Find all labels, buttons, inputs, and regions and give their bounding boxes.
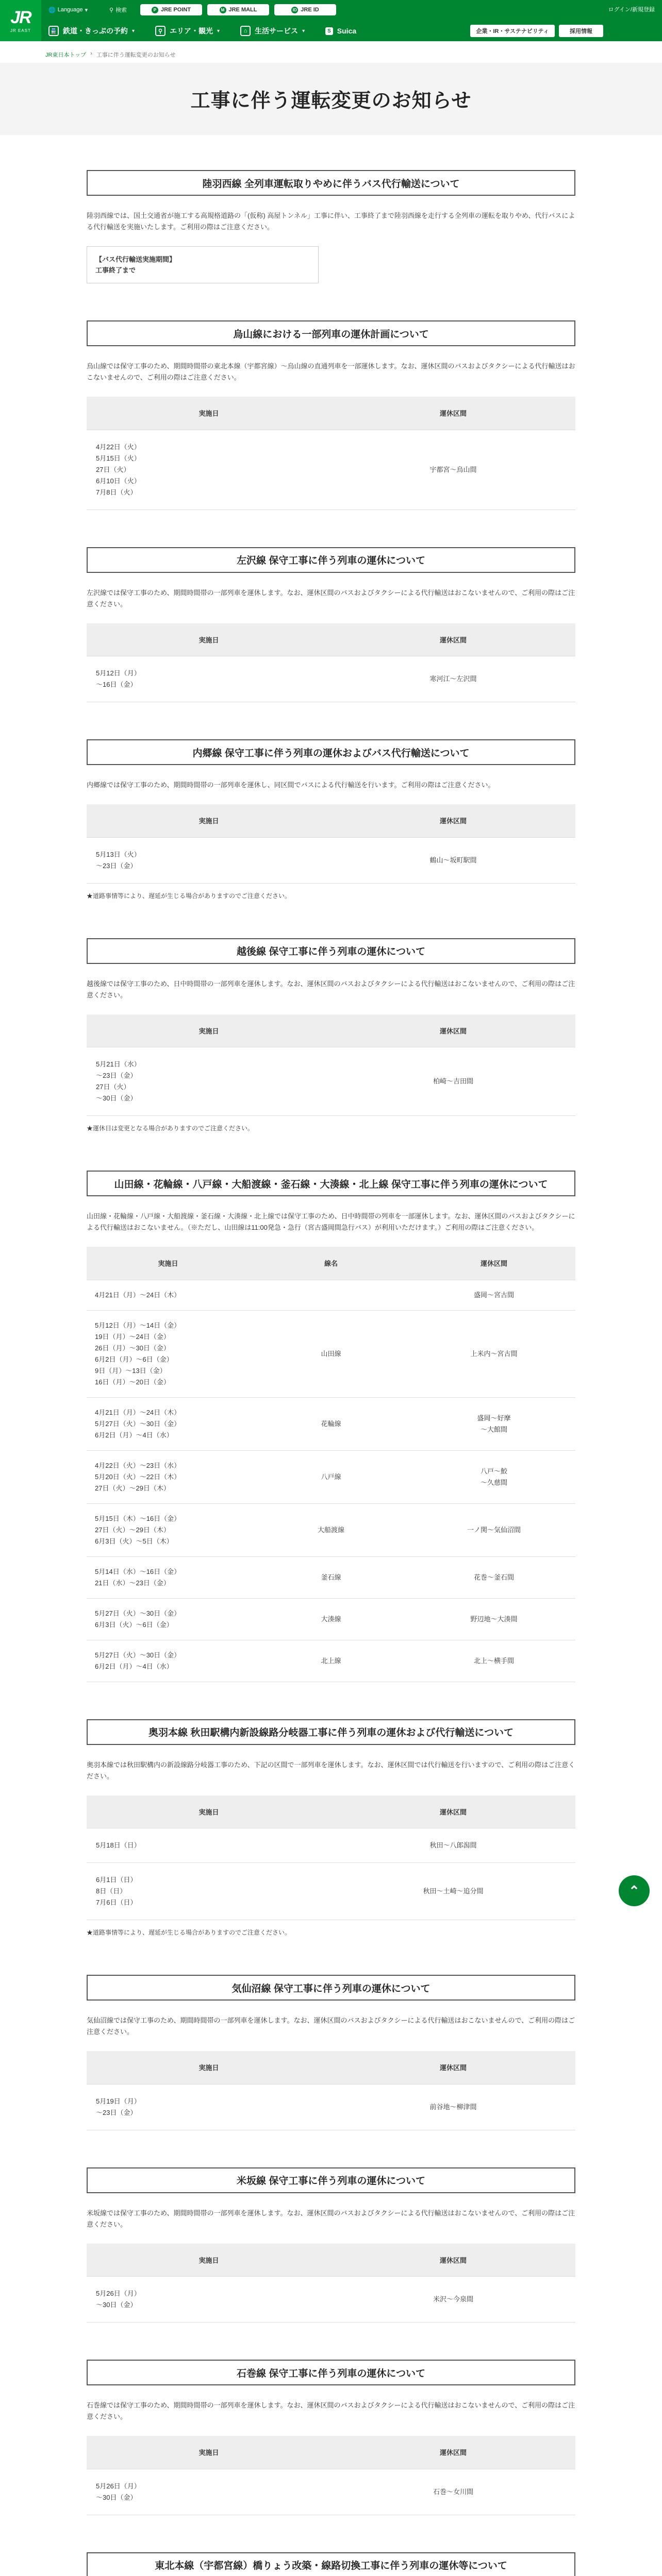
table-row bbox=[87, 1556, 575, 1598]
page-title: 工事に伴う運転変更のお知らせ bbox=[190, 90, 472, 112]
search-label: 検索 bbox=[115, 7, 127, 13]
shop-icon: ⌂ bbox=[240, 26, 251, 36]
breadcrumb-current: 工事に伴う運転変更のお知らせ bbox=[96, 52, 176, 58]
section-intro: 山田線・花輪線・八戸線・大船渡線・釜石線・大湊線・北上線では保守工事のため、日中時間帯の列車を一部運休します。なお、運休区間のバスおよびタクシーによる代行輸送はおこないません。（※ただし、山田線は11:00発急・急行（宮古盛岡間急行バス）が利用いただけます。）ご利用の際はご注意ください。 bbox=[87, 1212, 575, 1231]
date-text: 5月12日（月）〜14日（金） bbox=[95, 1321, 181, 1329]
date-cell bbox=[87, 656, 331, 702]
date-text: 6月10日（火） bbox=[96, 477, 141, 485]
section-intro: 越後線では保守工事のため、日中時間帯の一部列車を運休します。なお、運休区間のバスおよびタクシーによる代行輸送はおこないませんので、ご利用の際はご注意ください。 bbox=[87, 979, 575, 999]
date-text: 4月22日（火） bbox=[96, 443, 141, 451]
date-text: 6月1日（日） bbox=[96, 1876, 137, 1884]
date-cell bbox=[87, 1556, 250, 1598]
table-row bbox=[87, 1598, 575, 1640]
site-header bbox=[0, 0, 662, 41]
table-row bbox=[87, 1828, 575, 1863]
jre-mall-link[interactable] bbox=[207, 4, 269, 15]
logo-subtitle: JR EAST bbox=[10, 28, 31, 33]
chevron-down-icon: ▾ bbox=[85, 7, 88, 13]
table-row bbox=[87, 1310, 575, 1397]
table-row bbox=[87, 656, 575, 702]
date-cell bbox=[87, 1863, 331, 1920]
date-text: 5月27日（火）〜30日（金） bbox=[95, 1419, 181, 1428]
date-text: 19日（月）〜24日（金） bbox=[95, 1332, 170, 1341]
date-cell bbox=[87, 1047, 331, 1116]
date-cell bbox=[87, 1397, 250, 1450]
date-text: 〜23日（金） bbox=[96, 1072, 137, 1079]
date-cell bbox=[87, 2277, 331, 2323]
jr-east-logo[interactable] bbox=[0, 0, 41, 41]
date-text: 7月8日（火） bbox=[96, 488, 137, 496]
notice-label: 【バス代行輸送実施期間】 bbox=[95, 256, 176, 263]
range-cell: 上米内〜宮古間 bbox=[412, 1310, 575, 1397]
global-nav bbox=[48, 23, 356, 39]
table-row bbox=[87, 1047, 575, 1116]
col-header-date: 実施日 bbox=[87, 623, 331, 656]
section-title: 東北本線（宇都宮線）橋りょう改築・線路切換工事に伴う列車の運休等について bbox=[87, 2552, 575, 2576]
language-selector[interactable] bbox=[48, 4, 88, 15]
range-cell: 八戸〜鮫 〜久慈間 bbox=[412, 1450, 575, 1503]
date-text: 5月19日（月） bbox=[96, 2097, 141, 2105]
date-cell bbox=[87, 2084, 331, 2130]
date-text: 27日（火） bbox=[96, 465, 130, 473]
date-cell bbox=[87, 1310, 250, 1397]
section-intro: 烏山線では保守工事のため、期間時間帯の東北本線（宇都宮線）〜烏山線の直通列車を一部運休します。なお、運休区間のバスおよびタクシーによる代行輸送はおこないませんので、ご利用の際はご注意ください。 bbox=[87, 362, 575, 381]
col-header-range: 運休区間 bbox=[331, 1014, 575, 1047]
date-text: 5月27日（火）〜30日（金） bbox=[95, 1609, 181, 1617]
suica-icon: S bbox=[325, 27, 333, 35]
section-note: ★運休日は変更となる場合がありますのでご注意ください。 bbox=[87, 1125, 254, 1132]
schedule-table bbox=[87, 2244, 575, 2323]
chevron-down-icon: ▾ bbox=[302, 28, 305, 34]
date-text: 5月15日（木）〜16日（金） bbox=[95, 1514, 181, 1522]
date-text: 〜16日（金） bbox=[96, 681, 137, 688]
section-tohoku-lines bbox=[87, 1171, 575, 1682]
jre-mall-label: JRE MALL bbox=[228, 7, 257, 13]
jre-id-label: JRE ID bbox=[301, 7, 319, 13]
corporate-link[interactable]: 企業・IR・サステナビリティ bbox=[470, 25, 555, 37]
line-cell: 花輪線 bbox=[250, 1397, 412, 1450]
page-top-button[interactable] bbox=[619, 1875, 650, 1906]
range-cell: 前谷地〜柳津間 bbox=[331, 2084, 575, 2130]
globe-icon: 🌐 bbox=[48, 7, 56, 13]
chevron-down-icon: ▾ bbox=[217, 28, 220, 34]
col-header-range: 運休区間 bbox=[331, 397, 575, 430]
table-row bbox=[87, 2469, 575, 2515]
nav-suica-label: Suica bbox=[337, 27, 357, 35]
table-row bbox=[87, 1640, 575, 1682]
date-cell bbox=[87, 1640, 250, 1682]
schedule-table bbox=[87, 397, 575, 510]
search-icon: ⚲ bbox=[109, 7, 114, 13]
col-header-range: 運休区間 bbox=[331, 2051, 575, 2084]
map-pin-icon: ⚲ bbox=[155, 26, 166, 36]
date-text: 4月21日（月）〜24日（木） bbox=[95, 1291, 181, 1299]
logo-mark: JR bbox=[10, 7, 31, 27]
date-cell bbox=[87, 1450, 250, 1503]
chevron-down-icon: ▾ bbox=[132, 28, 135, 34]
col-header-range: 運休区間 bbox=[331, 2244, 575, 2277]
nav-railway-label: 鉄道・きっぷの予約 bbox=[63, 27, 128, 35]
section-uchigo bbox=[87, 739, 575, 901]
range-cell: 宇都宮〜烏山間 bbox=[331, 430, 575, 510]
range-cell: 鶴山〜坂町駅間 bbox=[331, 837, 575, 883]
line-cell: 山田線 bbox=[250, 1310, 412, 1397]
range-cell: 石巻〜女川間 bbox=[331, 2469, 575, 2515]
date-text: 5月21日（水） bbox=[96, 1060, 141, 1068]
login-link[interactable]: ログイン/新規登録 bbox=[608, 7, 655, 13]
section-intro: 気仙沼線では保守工事のため、期間時間帯の一部列車を運休します。なお、運休区間のバスおよびタクシーによる代行輸送はおこないませんので、ご利用の際はご注意ください。 bbox=[87, 2016, 575, 2036]
date-text: 9日（月）〜13日（金） bbox=[95, 1366, 167, 1375]
section-yonesaka bbox=[87, 2167, 575, 2323]
table-row bbox=[87, 837, 575, 883]
date-text: 6月2日（月）〜4日（水） bbox=[95, 1431, 173, 1439]
col-header-line: 線名 bbox=[250, 1247, 412, 1280]
jre-mall-icon: M bbox=[220, 7, 226, 13]
section-note: ★道路事情等により、遅延が生じる場合がありますのでご注意ください。 bbox=[87, 892, 291, 900]
range-cell: 盛岡〜好摩 〜大館間 bbox=[412, 1397, 575, 1450]
notice-box bbox=[87, 246, 319, 283]
range-cell: 秋田〜土崎〜追分間 bbox=[331, 1863, 575, 1920]
date-text: 6月2日（月）〜4日（水） bbox=[95, 1662, 173, 1670]
section-note: ★道路事情等により、遅延が生じる場合がありますのでご注意ください。 bbox=[87, 1929, 291, 1936]
col-header-date: 実施日 bbox=[87, 1247, 250, 1280]
col-header-date: 実施日 bbox=[87, 2244, 331, 2277]
date-cell bbox=[87, 1280, 250, 1310]
date-text: 〜23日（金） bbox=[96, 2108, 137, 2116]
date-text: 27日（火）〜29日（木） bbox=[95, 1526, 170, 1534]
section-intro: 奥羽本線では秋田駅構内の新設線路分岐器工事のため、下記の区間で一部列車を運休します。なお、運休区間では代行輸送を行いますので、ご利用の際はご注意ください。 bbox=[87, 1760, 575, 1780]
range-cell: 柏崎〜吉田間 bbox=[331, 1047, 575, 1116]
range-cell: 米沢〜今泉間 bbox=[331, 2277, 575, 2323]
line-cell bbox=[250, 1280, 412, 1310]
date-text: 6月2日（月）〜6日（金） bbox=[95, 1355, 173, 1363]
date-text: 6月3日（火）〜5日（木） bbox=[95, 1537, 173, 1545]
range-cell: 寒河江〜左沢間 bbox=[331, 656, 575, 702]
section-intro: 米坂線では保守工事のため、期間時間帯の一部列車を運休します。なお、運休区間のバスおよびタクシーによる代行輸送はおこないませんので、ご利用の際はご注意ください。 bbox=[87, 2209, 575, 2228]
schedule-table bbox=[87, 1247, 575, 1682]
col-header-range: 運休区間 bbox=[331, 804, 575, 837]
date-text: 5月15日（火） bbox=[96, 454, 141, 462]
line-cell: 釜石線 bbox=[250, 1556, 412, 1598]
date-text: 6月3日（火）〜6日（金） bbox=[95, 1620, 173, 1629]
section-title: 左沢線 保守工事に伴う列車の運休について bbox=[87, 547, 575, 573]
section-intro: 内郷線では保守工事のため、期間時間帯の一部列車を運休し、同区間でバスによる代行輸送を行います。ご利用の際はご注意ください。 bbox=[87, 781, 495, 789]
nav-area[interactable] bbox=[155, 23, 229, 39]
date-text: 〜30日（金） bbox=[96, 2301, 137, 2309]
recruit-link[interactable]: 採用情報 bbox=[559, 25, 603, 37]
table-row bbox=[87, 1863, 575, 1920]
range-cell: 盛岡〜宮古間 bbox=[412, 1280, 575, 1310]
date-text: 8日（日） bbox=[96, 1887, 127, 1895]
nav-railway[interactable] bbox=[48, 23, 144, 39]
col-header-date: 実施日 bbox=[87, 1795, 331, 1828]
section-title: 山田線・花輪線・八戸線・大船渡線・釜石線・大湊線・北上線 保守工事に伴う列車の運休について bbox=[87, 1171, 575, 1196]
notice-value: 工事終了まで bbox=[95, 266, 136, 274]
col-header-range: 運休区間 bbox=[412, 1247, 575, 1280]
date-text: 26日（月）〜30日（金） bbox=[95, 1344, 170, 1352]
section-intro: 陸羽西線では、国土交通省が施工する高規格道路の「(仮称) 高屋トンネル」工事に伴い、工事終了まで陸羽西線を走行する全列車の運転を取りやめ、代行バスによる代行輸送を実施いたします。ご利用の際はご注意ください。 bbox=[87, 212, 575, 231]
section-title: 石巻線 保守工事に伴う列車の運休について bbox=[87, 2360, 575, 2385]
date-cell bbox=[87, 430, 331, 510]
date-text: 27日（火）〜29日（木） bbox=[95, 1484, 170, 1492]
section-aterazawa bbox=[87, 547, 575, 703]
schedule-table bbox=[87, 623, 575, 703]
date-text: 5月20日（火）〜22日（木） bbox=[95, 1472, 181, 1481]
breadcrumb-separator: › bbox=[90, 50, 92, 57]
jre-id-link[interactable] bbox=[274, 4, 336, 15]
breadcrumb-home[interactable]: JR東日本トップ bbox=[45, 52, 87, 58]
date-cell bbox=[87, 1598, 250, 1640]
date-text: 〜23日（金） bbox=[96, 861, 137, 870]
col-header-date: 実施日 bbox=[87, 1014, 331, 1047]
date-text: 27日（火） bbox=[96, 1083, 130, 1091]
section-utsunomiya bbox=[87, 2552, 575, 2576]
date-text: 5月18日（日） bbox=[96, 1841, 141, 1849]
section-title: 烏山線における一部列車の運休計画について bbox=[87, 320, 575, 346]
range-cell: 秋田〜八郎潟間 bbox=[331, 1828, 575, 1863]
date-text: 4月21日（月）〜24日（木） bbox=[95, 1408, 181, 1416]
schedule-table bbox=[87, 1795, 575, 1921]
table-row bbox=[87, 2277, 575, 2323]
nav-area-label: エリア・観光 bbox=[170, 27, 213, 35]
language-label: Language bbox=[57, 7, 83, 13]
breadcrumb bbox=[45, 50, 175, 59]
table-row bbox=[87, 1280, 575, 1310]
schedule-table bbox=[87, 2436, 575, 2515]
section-karasuyama bbox=[87, 320, 575, 510]
date-text: 〜30日（金） bbox=[96, 2493, 137, 2501]
jre-point-label: JRE POINT bbox=[160, 7, 191, 13]
date-text: 5月12日（月） bbox=[96, 669, 141, 677]
date-text: 5月26日（月） bbox=[96, 2482, 141, 2490]
col-header-range: 運休区間 bbox=[331, 2436, 575, 2469]
table-row bbox=[87, 1450, 575, 1503]
schedule-table bbox=[87, 1014, 575, 1116]
multi-line-rows bbox=[87, 1280, 575, 1682]
col-header-date: 実施日 bbox=[87, 397, 331, 430]
date-text: 5月14日（水）〜16日（金） bbox=[95, 1567, 181, 1575]
date-cell bbox=[87, 1503, 250, 1556]
section-intro: 石巻線では保守工事のため、期間時間帯の一部列車を運休します。なお、運休区間のバスおよびタクシーによる代行輸送はおこないませんので、ご利用の際はご注意ください。 bbox=[87, 2401, 575, 2420]
line-cell: 北上線 bbox=[250, 1640, 412, 1682]
table-row bbox=[87, 2084, 575, 2130]
section-ou-main bbox=[87, 1719, 575, 1938]
date-text: 5月26日（月） bbox=[96, 2290, 141, 2297]
section-title: 陸羽西線 全列車運転取りやめに伴うバス代行輸送について bbox=[87, 170, 575, 196]
section-kesennuma bbox=[87, 1975, 575, 2130]
table-row bbox=[87, 1397, 575, 1450]
train-icon: 🚆 bbox=[48, 26, 59, 36]
date-text: 5月13日（火） bbox=[96, 850, 141, 858]
date-text: 5月27日（火）〜30日（金） bbox=[95, 1651, 181, 1659]
main-content bbox=[87, 170, 575, 2576]
section-ishinomaki bbox=[87, 2360, 575, 2515]
date-cell bbox=[87, 1828, 331, 1863]
line-cell: 八戸線 bbox=[250, 1450, 412, 1503]
schedule-table bbox=[87, 804, 575, 884]
date-text: 16日（月）〜20日（金） bbox=[95, 1378, 170, 1386]
jre-point-icon: P bbox=[152, 7, 158, 13]
table-row bbox=[87, 1503, 575, 1556]
col-header-range: 運休区間 bbox=[331, 623, 575, 656]
col-header-date: 実施日 bbox=[87, 2051, 331, 2084]
section-intro: 左沢線では保守工事のため、期間時間帯の一部列車を運休します。なお、運休区間のバスおよびタクシーによる代行輸送はおこないませんので、ご利用の際はご注意ください。 bbox=[87, 588, 575, 608]
line-cell: 大湊線 bbox=[250, 1598, 412, 1640]
date-text: 〜30日（金） bbox=[96, 1094, 137, 1102]
range-cell: 野辺地〜大湊間 bbox=[412, 1598, 575, 1640]
search-button[interactable] bbox=[109, 4, 127, 15]
section-title: 米坂線 保守工事に伴う列車の運休について bbox=[87, 2167, 575, 2193]
section-title: 気仙沼線 保守工事に伴う列車の運休について bbox=[87, 1975, 575, 2001]
chevron-up-icon: ⌃ bbox=[628, 1883, 640, 1899]
date-cell bbox=[87, 837, 331, 883]
nav-suica[interactable] bbox=[325, 23, 356, 39]
col-header-date: 実施日 bbox=[87, 2436, 331, 2469]
section-title: 越後線 保守工事に伴う列車の運休について bbox=[87, 938, 575, 964]
col-header-date: 実施日 bbox=[87, 804, 331, 837]
jre-id-icon: ID bbox=[291, 7, 298, 13]
range-cell: 北上〜横手間 bbox=[412, 1640, 575, 1682]
section-echigo bbox=[87, 938, 575, 1134]
range-cell: 花巻〜釜石間 bbox=[412, 1556, 575, 1598]
date-text: 4月22日（火）〜23日（水） bbox=[95, 1461, 181, 1469]
date-cell bbox=[87, 2469, 331, 2515]
section-title: 奥羽本線 秋田駅構内新設線路分岐器工事に伴う列車の運休および代行輸送について bbox=[87, 1719, 575, 1745]
date-text: 21日（水）〜23日（金） bbox=[95, 1579, 170, 1587]
jre-point-link[interactable] bbox=[140, 4, 202, 15]
range-cell: 一ノ関〜気仙沼間 bbox=[412, 1503, 575, 1556]
schedule-table bbox=[87, 2051, 575, 2130]
nav-life-label: 生活サービス bbox=[255, 27, 299, 35]
nav-life[interactable] bbox=[240, 23, 314, 39]
section-rikuu-west bbox=[87, 170, 575, 283]
date-text: 7月6日（日） bbox=[96, 1899, 137, 1906]
section-title: 内郷線 保守工事に伴う列車の運休およびバス代行輸送について bbox=[87, 739, 575, 765]
table-row bbox=[87, 430, 575, 510]
col-header-range: 運休区間 bbox=[331, 1795, 575, 1828]
line-cell: 大船渡線 bbox=[250, 1503, 412, 1556]
